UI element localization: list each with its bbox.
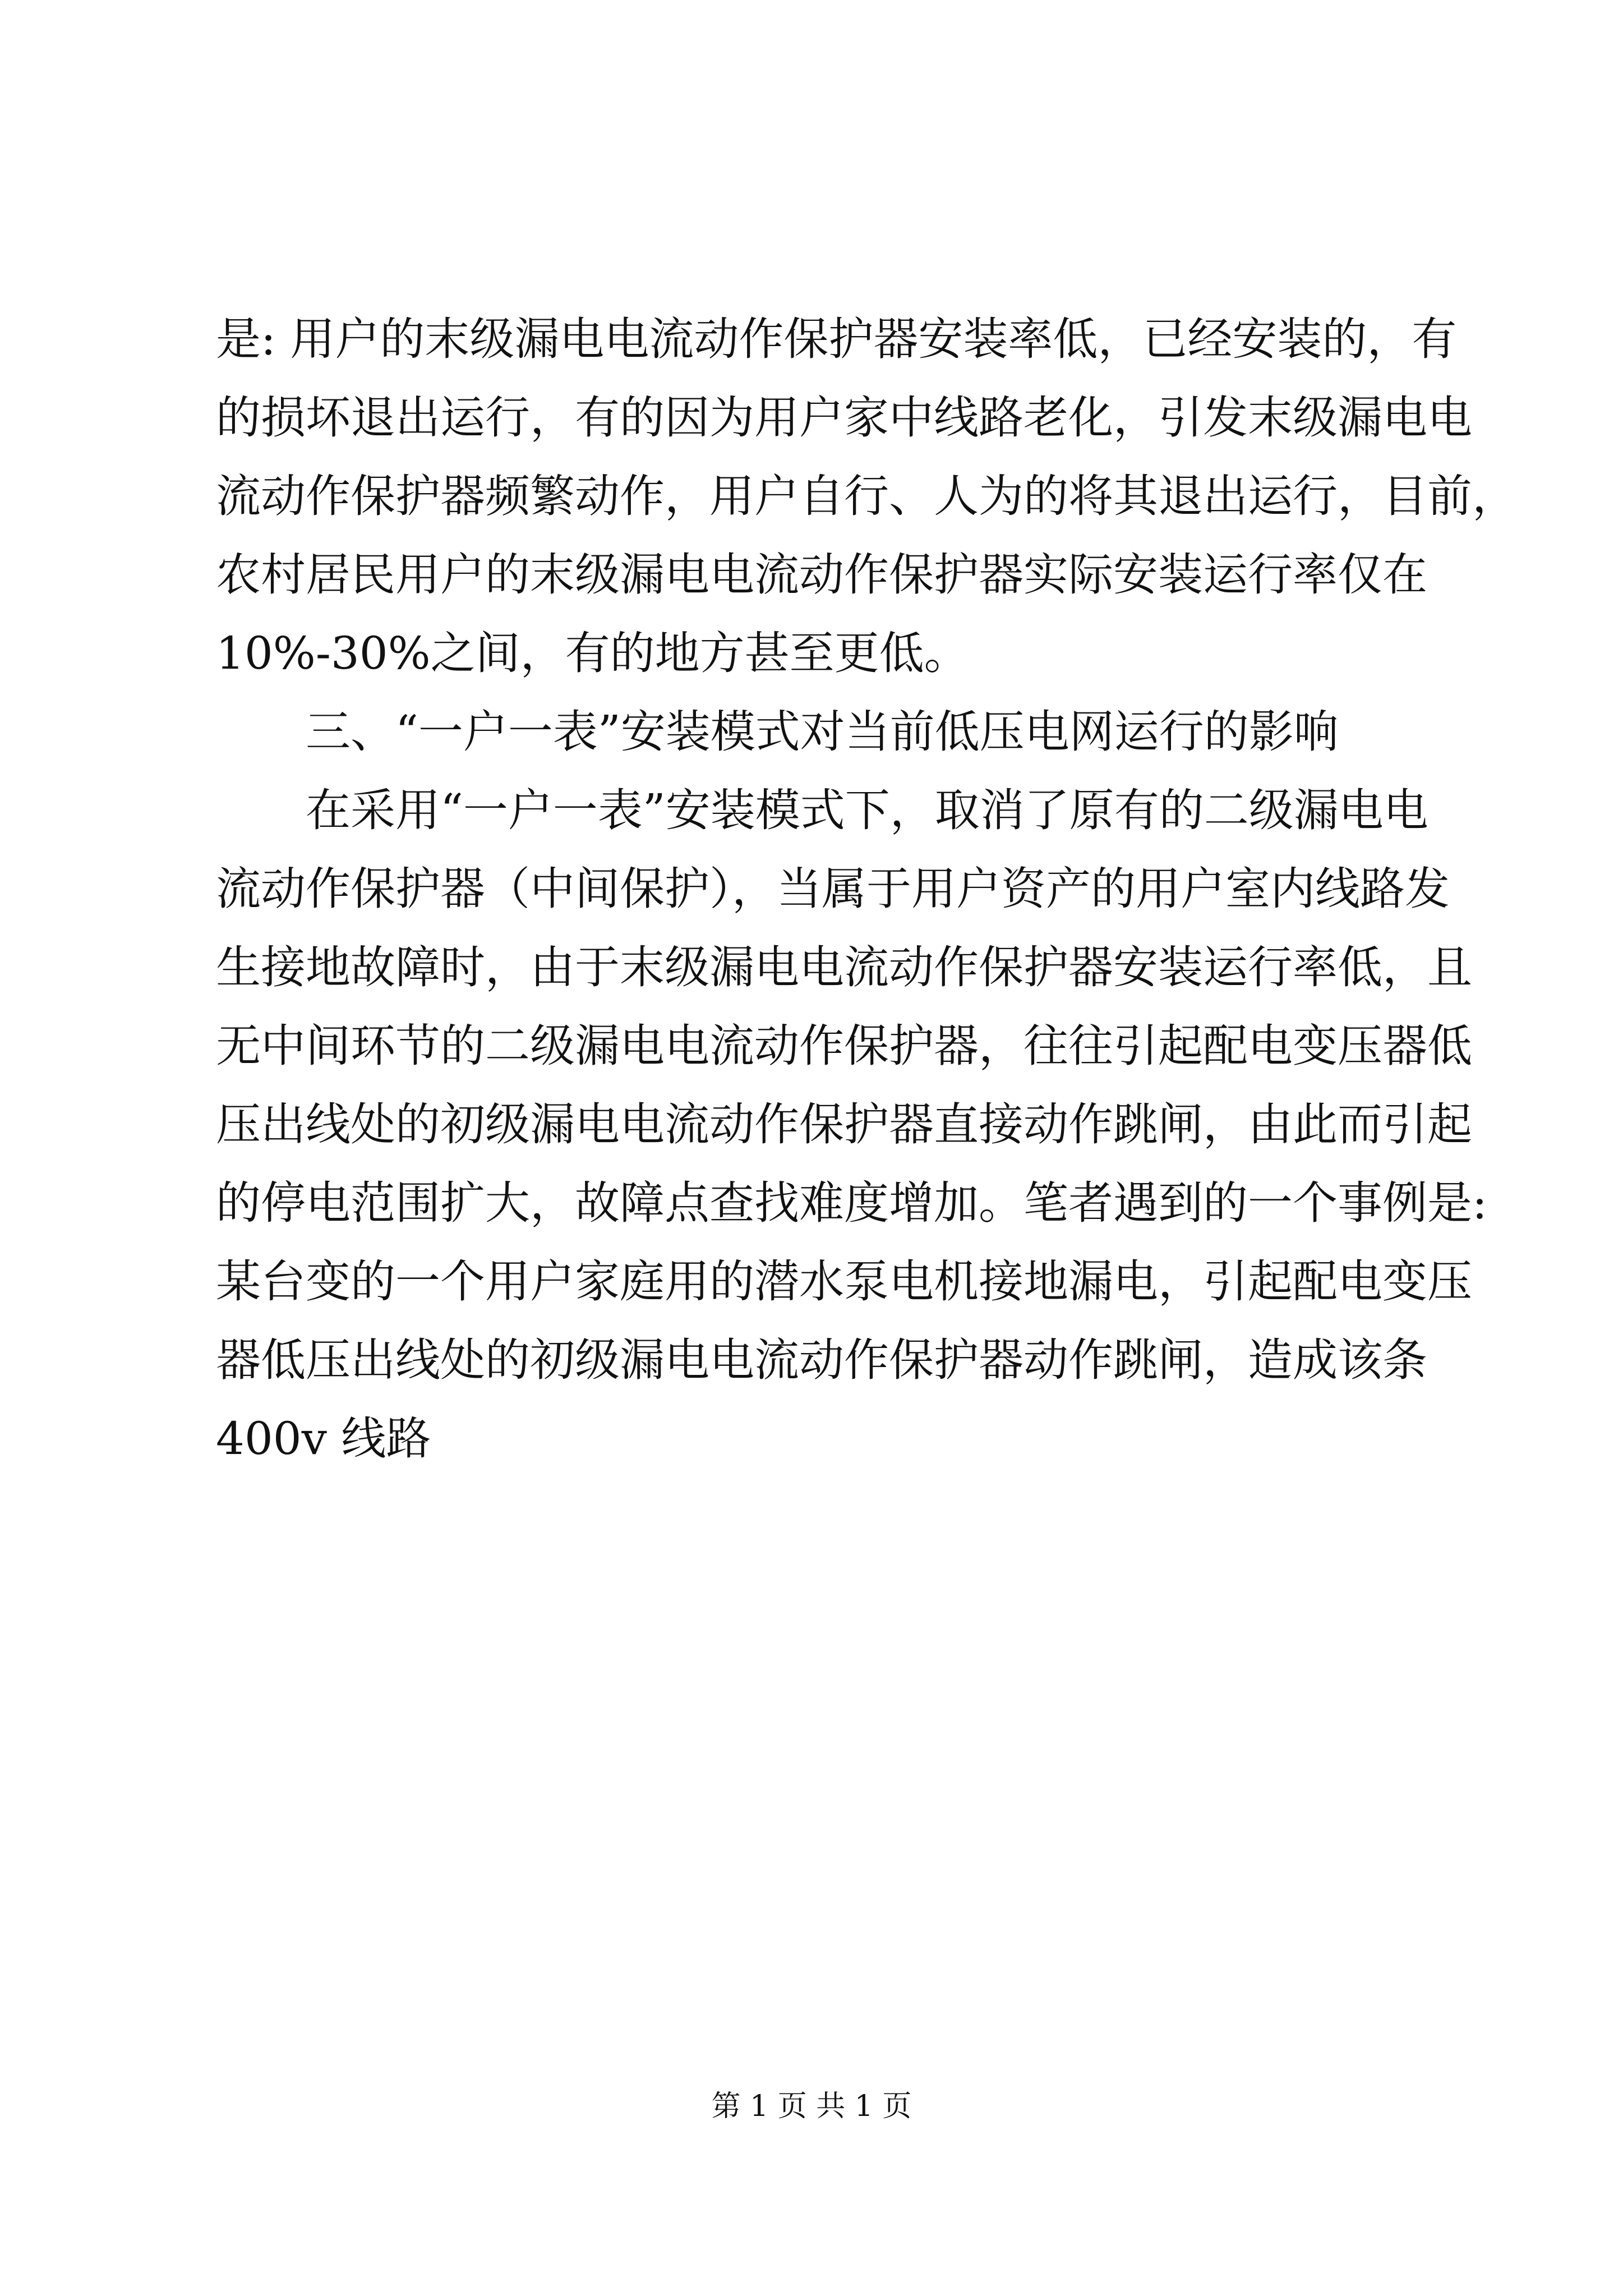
paragraph-line: 生接地故障时，由于末级漏电电流动作保护器安装运行率低，且	[216, 941, 1472, 993]
paragraph-line: 某台变的一个用户家庭用的潜水泵电机接地漏电，引起配电变压	[216, 1255, 1472, 1308]
section-heading: 三、“一户一表”安装模式对当前低压电网运行的影响	[306, 706, 1339, 758]
paragraph-line: 400v 线路	[216, 1412, 431, 1465]
paragraph-line: 无中间环节的二级漏电电流动作保护器，往往引起配电变压器低	[216, 1020, 1472, 1072]
paragraph-line: 的损坏退出运行，有的因为用户家中线路老化，引发末级漏电电	[216, 392, 1472, 444]
paragraph-line: 流动作保护器（中间保护），当属于用户资产的用户室内线路发	[216, 863, 1450, 915]
paragraph-line: 流动作保护器频繁动作，用户自行、人为的将其退出运行，目前，	[216, 470, 1517, 522]
paragraph-line: 是: 用户的末级漏电电流动作保护器安装率低，已经安装的，有	[216, 313, 1457, 365]
paragraph-line: 10%-30%之间，有的地方甚至更低。	[216, 627, 969, 679]
paragraph-line: 农村居民用户的末级漏电电流动作保护器实际安装运行率仅在	[216, 549, 1427, 601]
paragraph-line: 器低压出线处的初级漏电电流动作保护器动作跳闸，造成该条	[216, 1334, 1427, 1386]
paragraph-line: 在采用“一户一表”安装模式下，取消了原有的二级漏电电	[306, 784, 1428, 836]
page-footer: 第 1 页 共 1 页	[711, 2090, 912, 2123]
paragraph-line: 压出线处的初级漏电电流动作保护器直接动作跳闸，由此而引起	[216, 1098, 1472, 1151]
paragraph-line: 的停电范围扩大，故障点查找难度增加。笔者遇到的一个事例是:	[216, 1177, 1487, 1229]
